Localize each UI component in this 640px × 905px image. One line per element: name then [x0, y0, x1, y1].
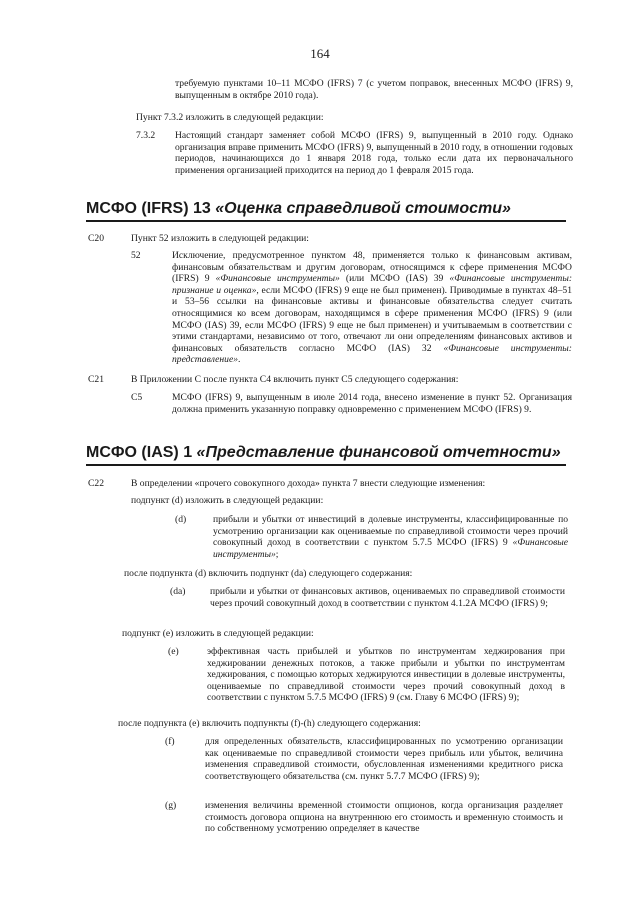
text-italic: «Финансовые инструменты: признание и оценка» — [172, 273, 573, 296]
subparagraph-text — [213, 514, 568, 560]
paragraph-text — [172, 250, 572, 366]
subparagraph-number: (g) — [165, 800, 177, 811]
text-italic: «Финансовые инструменты» — [215, 273, 340, 285]
text-part: ; — [275, 548, 279, 560]
section-heading — [86, 200, 566, 222]
subparagraph-number: (f) — [165, 736, 175, 747]
paragraph-text: Настоящий стандарт заменяет собой МСФО (IFRS) 9, выпущенный в 2010 году. Однако организация вправе применить МСФО (IFRS) 9, выпущенный в 2010 году, в отношении годовых периодов, начинающихся до 1 января 2018 года, только если дата их первоначального применения организацией приходится на период до 1 февраля 2015 года. — [175, 130, 573, 176]
heading-plain: МСФО (IFRS) 13 — [86, 200, 216, 217]
text-italic: «Финансовые инструменты» — [213, 537, 568, 560]
section-heading — [86, 444, 566, 466]
subparagraph-text: изменения величины временной стоимости опционов, когда организация разделяет стоимость договора опциона на внутреннюю его стоимость и временную стоимость и по собственному усмотрению определяет в качестве — [205, 800, 563, 835]
amendment-intro: В Приложении С после пункта С4 включить пункт С5 следующего содержания: — [131, 374, 459, 385]
amendment-label: C22 — [88, 478, 104, 489]
amendment-instruction: Пункт 7.3.2 изложить в следующей редакции: — [136, 112, 324, 123]
text-part: . — [238, 354, 241, 366]
paragraph-number: C5 — [131, 392, 143, 403]
amendment-label: C21 — [88, 374, 104, 385]
subparagraph-instruction: после подпункта (е) включить подпункты (f)-(h) следующего содержания: — [118, 718, 421, 729]
subparagraph-number: (d) — [175, 514, 187, 525]
subparagraph-number: (da) — [170, 586, 186, 597]
amendment-intro: В определении «прочего совокупного дохода» пункта 7 внести следующие изменения: — [131, 478, 486, 489]
heading-italic: «Оценка справедливой стоимости» — [215, 200, 511, 217]
text-part: , если МСФО (IFRS) 9 еще не был применен). Приводимые в пунктах 48–51 и 53–56 ссылки на финансовые активы и финансовые обязательства следует считать относящимися ко всем договорам, находящимся в сфере применения МСФО (IFRS) 9 (или МСФО (IAS) 39, если МСФО (IFRS) 9 еще не был применен) и учитываемым в соответствии с этими стандартами, независимо от того, отвечают ли они определениям финансовых активов и финансовых обязательств согласно МСФО (IAS) 32 — [172, 284, 572, 354]
amendment-intro: Пункт 52 изложить в следующей редакции: — [131, 233, 309, 244]
subparagraph-text: прибыли и убытки от финансовых активов, оцениваемых по справедливой стоимости через прочий совокупный доход в соответствии с пунктом 4.1.2А МСФО (IFRS) 9; — [210, 586, 565, 609]
subparagraph-text: эффективная часть прибылей и убытков по инструментам хеджирования при хеджировании денежных потоков, а также прибыли и убытки по инструментам хеджирования, с помощью которых хеджируются инвестиции в долевые инструменты, оцениваемые по справедливой стоимости через прочий совокупный доход в соответствии с пунктом 5.7.5 МСФО (IFRS) 9 (см. Главу 6 МСФО (IFRS) 9); — [207, 646, 565, 704]
subparagraph-text: для определенных обязательств, классифицированных по усмотрению организации как оцениваемые по справедливой стоимости через прибыль или убыток, величина изменения справедливой стоимости, обусловленная изменениями кредитного риска соответствующего обязательства (см. пункт 5.7.7 МСФО (IFRS) 9); — [205, 736, 563, 782]
subparagraph-instruction: подпункт (d) изложить в следующей редакции: — [131, 495, 324, 506]
subparagraph-number: (е) — [168, 646, 179, 657]
text-part: Исключение, предусмотренное пунктом 48, применяется только к финансовым активам, финансовым обязательствам и другим договорам, относящимся к сфере применения МСФО (IFRS) 9 — [172, 250, 572, 285]
paragraph-number: 52 — [131, 250, 141, 261]
text-part: (или МСФО (IAS) 39 — [339, 273, 450, 285]
heading-italic: «Представление финансовой отчетности» — [196, 444, 561, 461]
subparagraph-instruction: после подпункта (d) включить подпункт (da) следующего содержания: — [124, 568, 413, 579]
subparagraph-instruction: подпункт (е) изложить в следующей редакции: — [122, 628, 314, 639]
amendment-label: C20 — [88, 233, 104, 244]
text-part: прибыли и убытки от инвестиций в долевые инструменты, классифицированные по усмотрению организации как оцениваемые по справедливой стоимости через прочий совокупный доход в соответствии с пунктом 5.7.5 МСФО (IFRS) 9 — [213, 514, 568, 549]
paragraph-number: 7.3.2 — [136, 130, 156, 141]
page-number: 164 — [310, 46, 330, 61]
paragraph-text: МСФО (IFRS) 9, выпущенным в июле 2014 года, внесено изменение в пункт 52. Организация должна применить указанную поправку одновременно с применением МСФО (IFRS) 9. — [172, 392, 572, 415]
text-italic: «Финансовые инструменты: представление» — [172, 342, 573, 366]
heading-plain: МСФО (IAS) 1 — [86, 444, 197, 461]
continuation-text: требуемую пунктами 10–11 МСФО (IFRS) 7 (с учетом поправок, внесенных МСФО (IFRS) 9, выпущенным в октябре 2010 года). — [175, 78, 573, 101]
